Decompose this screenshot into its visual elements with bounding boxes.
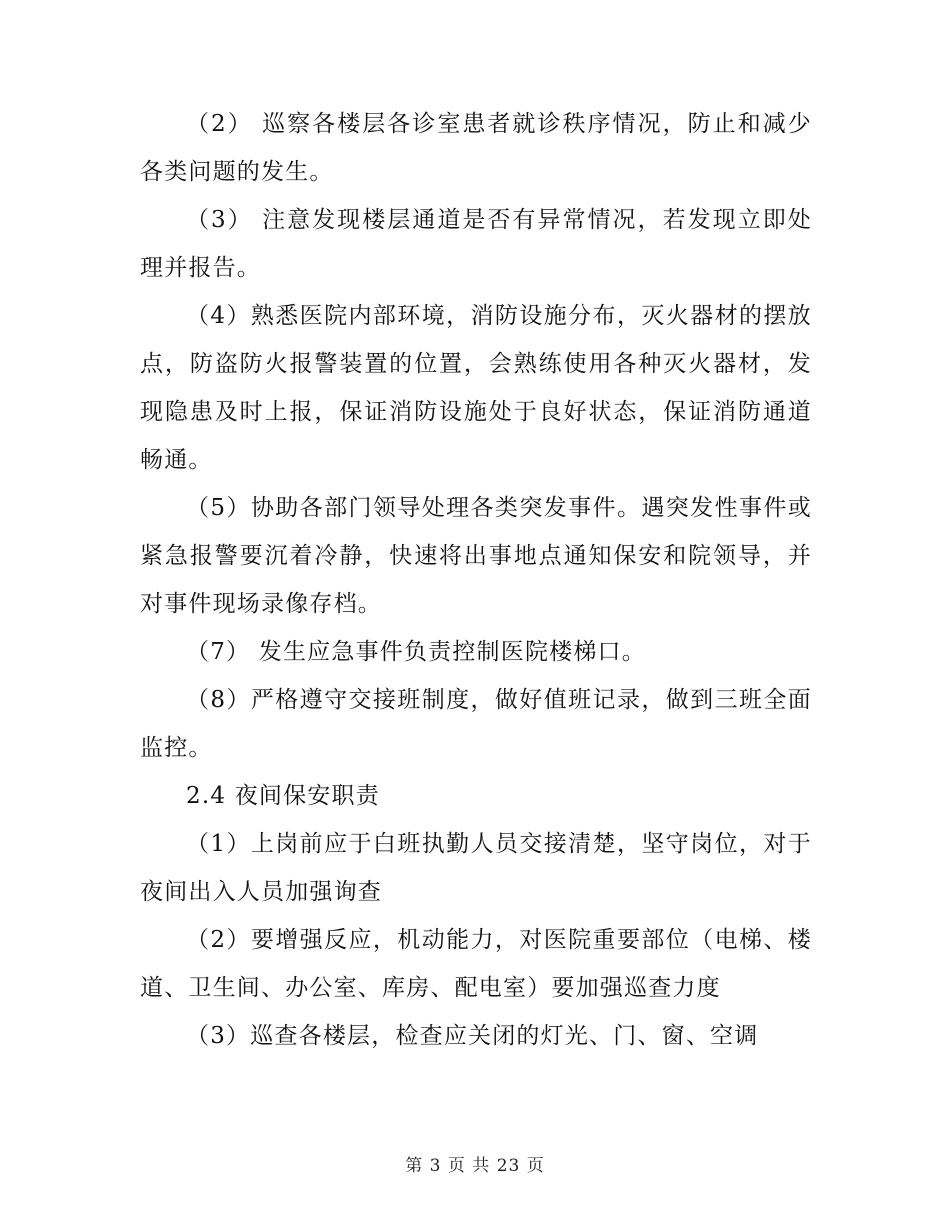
paragraph-7-stairway: （7） 发生应急事件负责控制医院楼梯口。 <box>186 639 646 665</box>
paragraph-night-1-handover: （1）上岗前应于白班执勤人员交接清楚，坚守岗位，对于夜间出入人员加强询查 <box>140 831 812 905</box>
paragraph-5-emergency: （5）协助各部门领导处理各类突发事件。遇突发性事件或紧急报警要沉着冷静，快速将出事地点通知保安和院领导，并对事件现场录像存档。 <box>140 495 812 617</box>
paragraph-night-3-check: （3）巡查各楼层，检查应关闭的灯光、门、窗、空调 <box>186 1023 759 1049</box>
paragraph-3-corridor: （3） 注意发现楼层通道是否有异常情况，若发现立即处理并报告。 <box>140 207 812 281</box>
paragraph-2-inspection: （2） 巡察各楼层各诊室患者就诊秩序情况，防止和减少各类问题的发生。 <box>140 111 812 185</box>
section-heading-night-security: 2.4 夜间保安职责 <box>186 783 380 809</box>
document-body <box>140 100 812 1060</box>
paragraph-4-fire-safety: （4）熟悉医院内部环境，消防设施分布，灭火器材的摆放点，防盗防火报警装置的位置，会熟练使用各种灭火器材，发现隐患及时上报，保证消防设施处于良好状态，保证消防通道畅通。 <box>140 303 812 473</box>
paragraph-night-2-patrol: （2）要增强反应，机动能力，对医院重要部位（电梯、楼道、卫生间、办公室、库房、配电室）要加强巡查力度 <box>140 927 812 1001</box>
paragraph-8-shift: （8）严格遵守交接班制度，做好值班记录，做到三班全面监控。 <box>140 687 812 761</box>
page-number-footer: 第 3 页 共 23 页 <box>405 1156 545 1176</box>
